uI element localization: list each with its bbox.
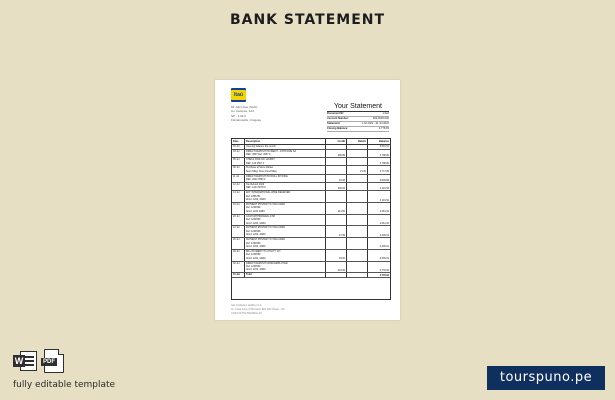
row-balance: 4,335.01	[379, 257, 389, 260]
row-date: 28 Jul	[232, 250, 245, 261]
row-debit	[347, 273, 368, 277]
word-file-icon: W	[13, 350, 37, 372]
page-title: BANK STATEMENT	[229, 12, 386, 28]
table-row	[232, 166, 390, 174]
row-date: 20 Jul	[232, 215, 245, 226]
row-debit: 21.00	[347, 166, 368, 173]
table-row	[232, 175, 390, 183]
row-date: 05 Jul	[232, 158, 245, 165]
row-credit: 296.89	[326, 150, 347, 157]
row-date: 03 Jul	[232, 150, 245, 157]
row-balance: 4,261.02	[379, 210, 389, 214]
table-header: Date Description Credit Debits Balance	[233, 140, 389, 143]
row-credit	[326, 145, 347, 149]
table-row	[232, 158, 390, 166]
row-debit	[347, 203, 368, 214]
row-credit: 443.92	[326, 262, 347, 273]
table-row	[232, 203, 390, 215]
row-description: DIRECT DEPOSIT PAYMENT - JOHN DOE SA REF: 4567 Ref. 4567 F	[245, 150, 326, 157]
table-row	[232, 226, 390, 238]
row-description: PAYMENT POSTED TO VISA CARD Ref: 1234569 Abcd: 1234, 4ABC	[245, 226, 326, 237]
row-description: PAYMENT POSTED TO VISA CARD Ref: 1234569 Abcd: 1234, 4ABC	[245, 238, 326, 249]
row-description: EFT: INTERNATIONAL WIRE RECEIVED Ref: 4356781 Abcd: 1234, 3ABC	[245, 191, 326, 202]
account-info	[327, 112, 389, 132]
row-credit: 47.99	[326, 226, 347, 237]
row-debit	[347, 238, 368, 249]
row-balance: 4,309.01	[379, 233, 389, 237]
table-row	[232, 183, 390, 191]
row-description: DIRECT DEPOSIT FROM EMPLOYER Ref: 1234569 Abcd: 1234, 4ABC	[245, 262, 326, 273]
total-row	[232, 273, 390, 278]
row-debit	[347, 226, 368, 237]
row-balance: 3,798.80	[379, 161, 389, 165]
statement-document	[215, 80, 400, 320]
statement-title: Your Statement	[334, 103, 382, 110]
row-date: 22 Jul	[232, 226, 245, 237]
table-row	[232, 250, 390, 262]
info-row: Statement: 1 Jul 2022 - 31 Jul 2022	[327, 122, 389, 125]
row-date: 12 Jul	[232, 183, 245, 190]
row-balance: 4,778.93	[379, 273, 389, 277]
row-balance: 4,119.52	[379, 186, 389, 190]
row-debit	[347, 262, 368, 273]
row-credit	[326, 166, 347, 173]
row-debit	[347, 175, 368, 182]
table-row	[232, 191, 390, 203]
row-description: PAYMENT POSTED TO VISA CARD Ref: 1234569 Abcd: 1234 4ABC	[245, 203, 326, 214]
bank-logo: Itaú	[231, 88, 246, 102]
row-description: CASH WITHDRAWAL ATM Ref: 1234569 Abcd: 1234, 3ABC	[245, 215, 326, 226]
row-balance: 3,809.88	[379, 178, 389, 182]
row-balance: 3,798.80	[379, 153, 389, 157]
row-debit	[347, 215, 368, 226]
row-description: BILL PAYMENT TO UTILITY CO Ref: 1234569 Abcd: 1234, 4ABC	[245, 250, 326, 261]
row-date: 26 Jul	[232, 238, 245, 249]
table-row	[232, 238, 390, 250]
row-description: Opening balance this month	[245, 145, 326, 149]
row-description: Total	[245, 273, 326, 277]
row-debit	[347, 150, 368, 157]
row-balance: 4,778.93	[379, 268, 389, 272]
row-date: 30 Jul	[232, 262, 245, 273]
row-balance: 4,119.52	[379, 198, 389, 202]
editable-tagline: fully editable template	[13, 380, 116, 390]
row-debit	[347, 191, 368, 202]
row-balance: 4,309.01	[379, 245, 389, 249]
row-balance: 3,777.80	[379, 170, 389, 174]
brand-badge: tourspuno.pe	[487, 366, 605, 390]
row-credit: 26.00	[326, 250, 347, 261]
info-row: Document Nr: 1.0e0	[327, 112, 389, 115]
row-description: Tax Refund 2022 REF: 1234 5678 9	[245, 183, 326, 190]
row-balance: 4,261.02	[379, 221, 389, 225]
row-description: Purchase at Store Market Store Mktg: Store Fund Mktg	[245, 166, 326, 173]
row-credit: 141.50	[326, 203, 347, 214]
row-date: 01 Jul	[232, 145, 245, 149]
row-credit: 309.64	[326, 183, 347, 190]
row-credit	[326, 215, 347, 226]
row-credit	[326, 158, 347, 165]
row-description: DIRECT DEPOSIT PAYROLL INVOICE REF: 2000 7890 F	[245, 175, 326, 182]
row-date: 31 Jul	[232, 273, 245, 277]
row-credit	[326, 273, 347, 277]
row-date: 13 Jul	[232, 191, 245, 202]
row-balance: 3,501.91	[379, 145, 389, 149]
info-row: Account Number: 000-0000-000	[327, 117, 389, 120]
table-row	[232, 150, 390, 158]
row-description: CHECK PAID NO 1234567 REF: 123 4567 F	[245, 158, 326, 165]
row-debit	[347, 158, 368, 165]
row-debit	[347, 145, 368, 149]
pdf-file-icon: PDF	[44, 349, 64, 373]
row-date: 18 Jul	[232, 203, 245, 214]
table-row	[232, 215, 390, 227]
table-row	[232, 262, 390, 274]
transactions-table	[231, 138, 391, 300]
row-debit	[347, 183, 368, 190]
table-body	[232, 145, 390, 278]
row-debit	[347, 250, 368, 261]
row-credit	[326, 238, 347, 249]
customer-address: Mr John Doe (SAO) Av. Campos, 123 SP - 1.04.0 Florianópolis, Uruguay	[231, 105, 262, 123]
row-date: 11 Jul	[232, 175, 245, 182]
row-date: 08 Jul	[232, 166, 245, 173]
info-row: Closing Balance: 4,778.93	[327, 127, 389, 130]
row-credit	[326, 191, 347, 202]
bank-footer: Itaú Unibanco Holding S.A. Av. Faria Lima 3,500 Itaim Bibi São Paulo - SP CNPJ 60.872.504/0001-23	[231, 304, 285, 315]
row-credit: 32.08	[326, 175, 347, 182]
